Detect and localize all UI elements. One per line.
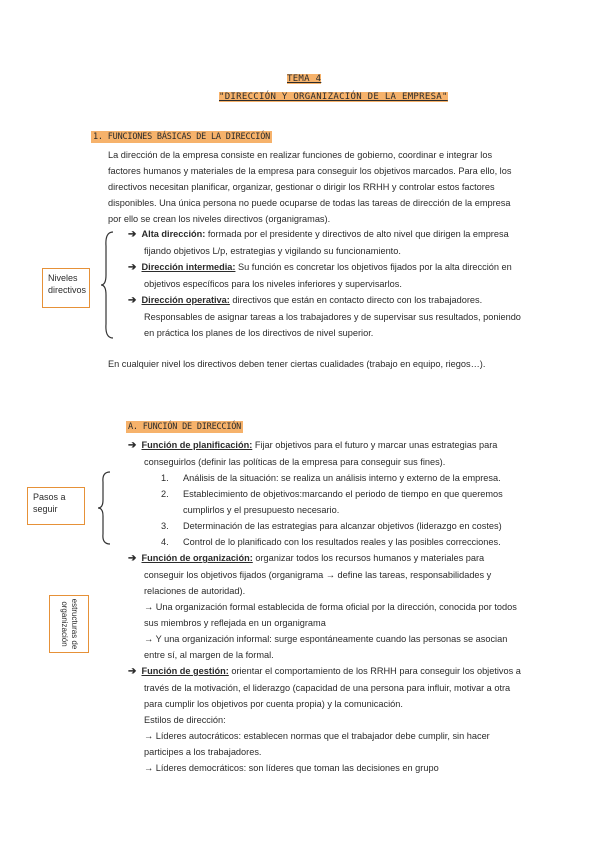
bullet-arrow-icon: ➔ — [128, 262, 137, 273]
planificacion-text: conseguirlos (definir las políticas de la empresa para conseguir sus fines). — [144, 457, 446, 467]
step-text: Determinación de las estrategias para alcanzar objetivos (liderazgo en costes) — [183, 521, 502, 531]
step-text: Análisis de la situación: se realiza un análisis interno y externo de la empresa. — [183, 473, 501, 483]
level-item — [128, 226, 568, 259]
bullet-arrow-icon: ➔ — [128, 553, 137, 564]
intro-line: disponibles. Una única persona no puede ocuparse de todas las tareas de dirección de la empresa — [108, 198, 511, 208]
levels-list — [128, 226, 568, 341]
step-item — [161, 470, 588, 486]
level-item — [128, 292, 568, 341]
organizacion-body — [128, 567, 588, 663]
step-text: cumplirlos y el presupuesto necesario. — [183, 505, 340, 515]
level-term: Dirección intermedia: — [141, 262, 236, 272]
step-number: 4. — [161, 537, 169, 547]
step-item — [161, 486, 588, 502]
side-label-estructuras: estructuras de organización — [60, 598, 79, 650]
page-title: TEMA 4 — [287, 74, 322, 84]
step-item — [161, 518, 588, 534]
bullet-arrow-icon: ➔ — [128, 229, 137, 240]
bullet-arrow-icon: ➔ — [128, 666, 137, 677]
gestion-body — [128, 680, 588, 776]
step-number: 1. — [161, 473, 169, 483]
section1-intro — [108, 147, 511, 227]
organizacion-text: sus miembros y reflejada en un organigrama — [144, 618, 326, 628]
intro-line: directivos necesitan planificar, organizar, gestionar o dirigir los RRHH y controlar estos factores — [108, 182, 495, 192]
level-term: Alta dirección: — [141, 229, 206, 239]
level-text: objetivos específicos para los niveles inferiores y supervisarlos. — [144, 279, 402, 289]
organizacion-text: → Y una organización informal: surge espontáneamente cuando las personas se asocian — [144, 634, 508, 644]
page-subtitle: "DIRECCIÓN Y ORGANIZACIÓN DE LA EMPRESA" — [219, 92, 448, 102]
bullet-arrow-icon: ➔ — [128, 440, 137, 451]
section-heading-A: A. FUNCIÓN DE DIRECCIÓN — [128, 422, 242, 432]
steps-list — [128, 470, 588, 550]
section1-closing: En cualquier nivel los directivos deben tener ciertas cualidades (trabajo en equipo, riegos…). — [108, 359, 486, 369]
gestion-text: participes a los trabajadores. — [144, 747, 262, 757]
intro-line: por ello se crean los niveles directivos (organigramas). — [108, 214, 331, 224]
level-text: directivos que están en contacto directo con los trabajadores. — [229, 295, 483, 305]
gestion-text: Estilos de dirección: — [144, 715, 226, 725]
gestion-text: → Líderes autocráticos: establecen normas que el trabajador debe cumplir, sin hacer — [144, 731, 490, 741]
level-text: formada por el presidente y directivos de alto nivel que dirigen la empresa — [205, 229, 509, 239]
step-text: Establecimiento de objetivos:marcando el periodo de tiempo en que queremos — [183, 489, 503, 499]
gestion-text: para cumplir los objetivos por cuenta propia) y la comunicación. — [144, 699, 403, 709]
gestion-text: orientar el comportamiento de los RRHH para conseguir los objetivos a — [228, 666, 521, 676]
side-label-pasos: Pasos a seguir — [27, 487, 85, 525]
step-text: Control de lo planificado con los resultados reales y las posibles correcciones. — [183, 537, 501, 547]
organizacion-text: organizar todos los recursos humanos y materiales para — [252, 553, 485, 563]
level-term: Dirección operativa: — [141, 295, 230, 305]
side-label-estructuras-box — [49, 595, 89, 653]
level-text: fijando objetivos L/p, estrategias y vigilando su funcionamiento. — [144, 246, 401, 256]
organizacion-text: entre sí, al margen de la formal. — [144, 650, 274, 660]
organizacion-text: conseguir los objetivos fijados (organigrama → define las tareas, responsabilidades y — [144, 570, 492, 580]
level-text: en práctica los planes de los directivos de nivel superior. — [144, 328, 374, 338]
section-heading-1: 1. FUNCIONES BÁSICAS DE LA DIRECCIÓN — [93, 132, 271, 142]
gestion-text: través de la motivación, el liderazgo (capacidad de una persona para influir, motivar a otra — [144, 683, 511, 693]
brace-icon — [97, 470, 113, 546]
bullet-arrow-icon: ➔ — [128, 295, 137, 306]
step-number: 2. — [161, 489, 169, 499]
intro-line: factores humanos y materiales de la empresa para conseguir los objetivos marcados. Para ello, los — [108, 166, 512, 176]
planificacion-term: Función de planificación: — [141, 440, 253, 450]
side-label-niveles: Niveles directivos — [42, 268, 90, 308]
gestion-text: → Líderes democráticos: son líderes que toman las decisiones en grupo — [144, 763, 439, 773]
step-number: 3. — [161, 521, 169, 531]
level-item — [128, 259, 568, 292]
organizacion-text: relaciones de autoridad). — [144, 586, 246, 596]
section2-body — [128, 437, 588, 776]
intro-line: La dirección de la empresa consiste en realizar funciones de gobierno, coordinar e integrar los — [108, 150, 493, 160]
level-text: Su función es concretar los objetivos fijados por la alta dirección en — [235, 262, 512, 272]
organizacion-text: → Una organización formal establecida de forma oficial por la dirección, conocida por todos — [144, 602, 517, 612]
step-item — [161, 534, 588, 550]
planificacion-text: Fijar objetivos para el futuro y marcar unas estrategias para — [252, 440, 498, 450]
brace-icon — [100, 230, 116, 340]
organizacion-term: Función de organización: — [141, 553, 253, 563]
level-text: Responsables de asignar tareas a los trabajadores y de supervisar sus resultados, poniendo — [144, 312, 521, 322]
gestion-term: Función de gestión: — [141, 666, 229, 676]
